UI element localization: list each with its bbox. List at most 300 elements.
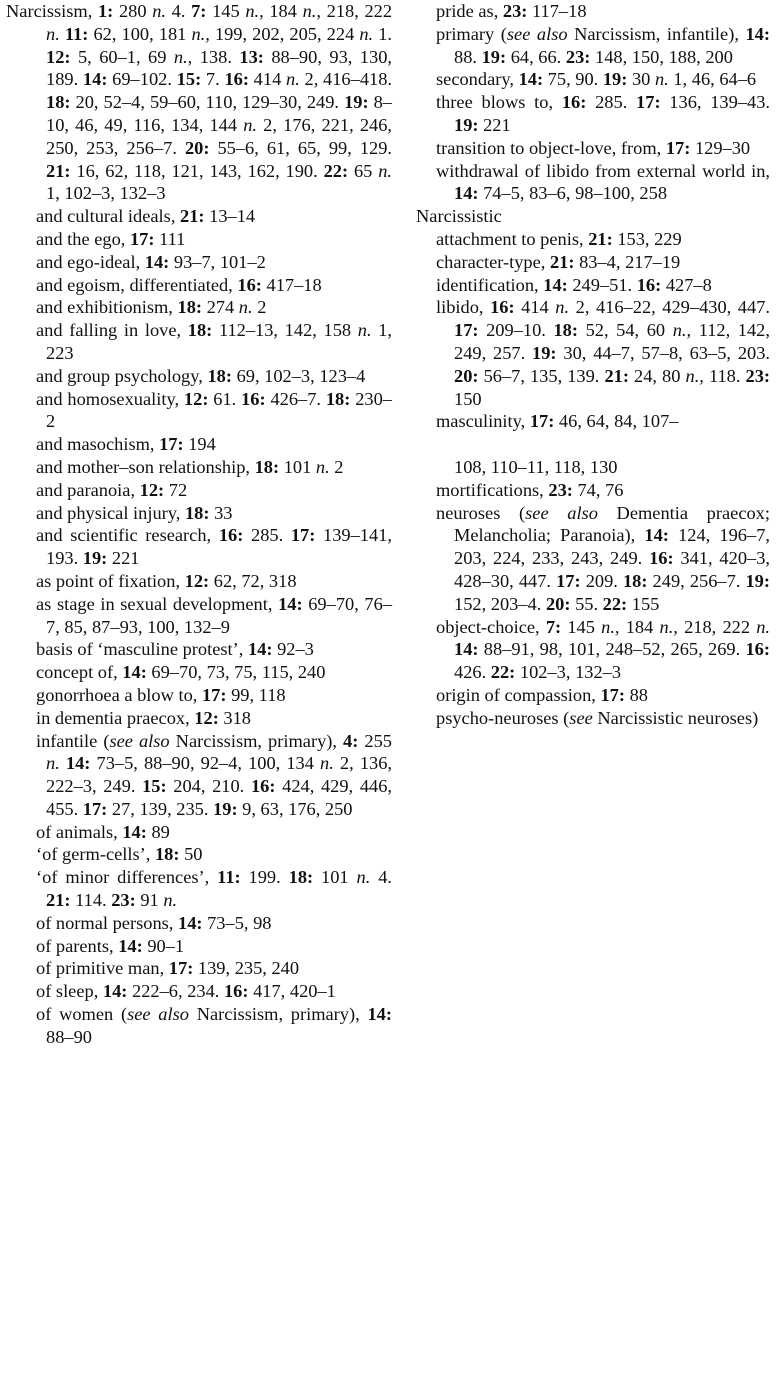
volume-number: 16:	[237, 274, 262, 295]
volume-number: 14:	[122, 662, 147, 683]
entry-text: 4.	[370, 867, 392, 888]
volume-number: 14:	[278, 593, 303, 614]
entry-text: 24, 80	[628, 365, 686, 386]
volume-number: 1:	[97, 1, 114, 21]
index-subentry	[0, 661, 392, 684]
volume-number: 17:	[600, 684, 625, 705]
italic-text: n.,	[245, 1, 264, 21]
entry-text: as point of fixation,	[36, 570, 185, 591]
entry-text: 114.	[70, 890, 112, 911]
entry-text: primary (	[436, 23, 507, 44]
entry-text: 20, 52–4, 59–60, 110, 129–30, 249.	[70, 92, 345, 113]
italic-text: n.	[654, 69, 669, 90]
entry-text: 249–51.	[567, 274, 637, 295]
entry-text: 30	[627, 69, 655, 90]
entry-text: Narcissistic neuroses)	[592, 707, 759, 728]
volume-number: 18:	[187, 320, 213, 341]
volume-number: 16:	[241, 388, 266, 409]
volume-number: 21:	[46, 890, 71, 911]
entry-text: 341, 420–3, 428–30, 447.	[454, 548, 771, 591]
volume-number: 19:	[454, 114, 479, 135]
index-heading	[0, 0, 392, 205]
entry-text: 148, 150, 188, 200	[590, 46, 733, 67]
index-subentry	[0, 524, 392, 570]
entry-text: 222–6, 234.	[127, 981, 224, 1002]
volume-number: 14:	[118, 935, 143, 956]
entry-text: 155	[627, 593, 660, 614]
italic-text: n.	[356, 867, 371, 888]
entry-text: 69–70, 76–7, 85, 87–93, 100, 132–9	[46, 593, 393, 637]
entry-text: 124, 196–7, 203, 224, 233, 243, 249.	[454, 525, 770, 569]
entry-text: 2	[252, 297, 267, 318]
entry-text: basis of ‘masculine protest’,	[36, 639, 248, 660]
entry-text: 150	[454, 388, 482, 409]
entry-text: psycho-neuroses (	[436, 707, 570, 728]
entry-text: character-type,	[436, 251, 550, 272]
italic-text: n.,	[191, 23, 210, 44]
entry-text: and homosexuality,	[36, 388, 184, 409]
entry-text: ‘of minor differences’,	[36, 867, 218, 888]
entry-text: origin of compassion,	[436, 684, 601, 705]
italic-text: n.,	[659, 616, 678, 637]
index-subentry	[412, 707, 770, 730]
volume-number: 19:	[481, 46, 507, 67]
italic-text: n.	[357, 320, 372, 341]
entry-text: 91	[135, 890, 164, 911]
volume-number: 18:	[553, 320, 578, 341]
entry-text: as stage in sexual development,	[36, 593, 279, 614]
index-subentry	[0, 707, 392, 730]
index-subentry	[0, 365, 392, 388]
entry-text: 184	[619, 616, 660, 637]
index-subentry	[0, 935, 392, 958]
italic-text: n.	[163, 890, 178, 911]
entry-text: masculinity,	[436, 411, 530, 432]
entry-text: 1, 223	[46, 320, 393, 363]
entry-text: 129–30	[690, 137, 751, 158]
entry-text: 230–2	[46, 388, 392, 432]
italic-text: n.	[286, 69, 300, 90]
entry-text: 424, 429, 446, 455.	[46, 776, 392, 819]
volume-number: 12:	[46, 46, 71, 67]
entry-text: 55–6, 61, 65, 99, 129.	[209, 137, 393, 158]
entry-text: 249, 256–7.	[647, 570, 746, 591]
entry-text: 88–90, 93, 130, 189.	[46, 46, 392, 90]
entry-text: 69–70, 73, 75, 115, 240	[146, 662, 326, 683]
italic-text: n.,	[302, 1, 321, 21]
index-subentry	[412, 228, 770, 251]
entry-text: 5, 60–1, 69	[70, 46, 174, 67]
entry-text: attachment to penis,	[436, 228, 589, 249]
volume-number: 14:	[518, 69, 544, 90]
volume-number: 14:	[454, 183, 479, 204]
entry-text: 139, 235, 240	[193, 958, 300, 979]
index-subentry	[0, 570, 392, 593]
entry-text: 13–14	[204, 206, 256, 227]
index-subentry	[0, 433, 392, 456]
index-subentry	[0, 228, 392, 251]
entry-text: 136, 139–43.	[660, 92, 771, 113]
entry-text: 153, 229	[612, 228, 682, 249]
entry-text: mortifications,	[436, 479, 549, 500]
volume-number: 18:	[207, 365, 232, 386]
italic-text: n.,	[685, 365, 704, 386]
volume-number: 16:	[649, 548, 674, 569]
volume-number: 16:	[636, 274, 662, 295]
index-subentry	[412, 410, 770, 433]
entry-text: concept of,	[36, 662, 123, 683]
entry-text: 7.	[201, 69, 225, 90]
entry-text: 2, 176, 221, 246, 250, 253, 256–7.	[46, 114, 393, 158]
volume-number: 21:	[588, 228, 613, 249]
italic-text: see also	[506, 23, 568, 44]
volume-number: 16:	[224, 69, 249, 90]
entry-text: 218, 222	[320, 1, 393, 21]
volume-number: 14:	[82, 69, 108, 90]
entry-text: of parents,	[36, 935, 119, 956]
volume-number: 22:	[490, 662, 516, 683]
index-subentry	[412, 68, 770, 91]
entry-text: 139–141, 193.	[46, 525, 392, 569]
volume-number: 12:	[184, 570, 210, 591]
entry-text: 88–91, 98, 101, 248–52, 265, 269.	[478, 639, 746, 660]
entry-text: 318	[218, 707, 251, 728]
entry-text: 30, 44–7, 57–8, 63–5, 203.	[556, 342, 771, 363]
italic-text: n.	[359, 23, 374, 44]
italic-text: n.	[238, 297, 253, 318]
entry-text: 209–10.	[478, 320, 554, 341]
entry-text: secondary,	[436, 69, 519, 90]
entry-text: 1, 102–3, 132–3	[46, 183, 166, 204]
volume-number: 21:	[604, 365, 629, 386]
index-subentry	[0, 866, 392, 912]
volume-number: 17:	[665, 137, 691, 158]
index-column-right	[412, 0, 770, 730]
entry-text: 90–1	[142, 935, 185, 956]
volume-number: 17:	[454, 320, 479, 341]
italic-text: n.	[378, 160, 392, 181]
volume-number: 14:	[644, 525, 669, 546]
italic-text: n.	[152, 1, 166, 21]
volume-number: 14:	[102, 981, 128, 1002]
index-subentry	[0, 319, 392, 365]
volume-number: 14:	[65, 753, 91, 774]
volume-number: 18:	[154, 844, 180, 865]
entry-text: and scientific research,	[36, 525, 219, 546]
entry-text: 69, 102–3, 123–4	[231, 365, 366, 386]
italic-text: n.	[243, 114, 258, 135]
volume-number: 14:	[543, 274, 568, 295]
volume-number: 17:	[290, 525, 316, 546]
entry-text: 2, 416–22, 429–430, 447.	[569, 297, 770, 318]
italic-text: n.,	[601, 616, 620, 637]
index-subentry	[412, 479, 770, 502]
entry-text: 62, 100, 181	[88, 23, 192, 44]
entry-text: 152, 203–4.	[454, 593, 546, 614]
volume-number: 17:	[529, 411, 555, 432]
index-subentry	[0, 205, 392, 228]
entry-text: 414	[248, 69, 286, 90]
volume-number: 18:	[325, 388, 351, 409]
entry-text: 417, 420–1	[248, 981, 336, 1002]
entry-text: infantile (	[36, 730, 110, 751]
entry-text: 209.	[580, 570, 623, 591]
entry-text: in dementia praecox,	[36, 707, 195, 728]
volume-number: 21:	[549, 251, 575, 272]
volume-number: 23:	[745, 365, 771, 386]
entry-text: 69–102.	[107, 69, 177, 90]
entry-text: 101	[279, 456, 316, 477]
entry-text: Narcissism, infantile),	[567, 23, 746, 44]
entry-text: 50	[179, 844, 203, 865]
volume-number: 12:	[139, 479, 165, 500]
entry-text: of sleep,	[36, 981, 103, 1002]
entry-text: 118.	[703, 365, 746, 386]
volume-number: 18:	[177, 297, 203, 318]
entry-text: 65	[348, 160, 379, 181]
entry-text: transition to object-love, from,	[436, 137, 666, 158]
entry-text: 112–13, 142, 158	[212, 320, 358, 341]
index-subentry	[0, 251, 392, 274]
entry-text: 285.	[586, 92, 637, 113]
entry-text: Narcissism, primary),	[169, 730, 344, 751]
entry-text: three blows to,	[436, 92, 562, 113]
volume-number: 20:	[184, 137, 210, 158]
entry-text: 75, 90.	[543, 69, 603, 90]
entry-text: 426.	[454, 662, 491, 683]
volume-number: 16:	[561, 92, 587, 113]
entry-text: 16, 62, 118, 121, 143, 162, 190.	[70, 160, 324, 181]
volume-number: 18:	[254, 456, 280, 477]
entry-text: 117–18	[527, 1, 587, 21]
index-subentry	[0, 296, 392, 319]
entry-text: 61.	[208, 388, 242, 409]
volume-number: 16:	[745, 639, 770, 660]
entry-text: of animals,	[36, 821, 123, 842]
volume-number: 16:	[490, 297, 515, 318]
entry-text: gonorrhoea a blow to,	[36, 684, 202, 705]
volume-number: 17:	[129, 228, 155, 249]
entry-text: 2, 136, 222–3, 249.	[46, 753, 392, 797]
entry-text: 8–10, 46, 49, 116, 134, 144	[46, 92, 392, 135]
entry-text: 414	[514, 297, 556, 318]
entry-text: 204, 210.	[166, 776, 251, 797]
entry-text: 145	[561, 616, 602, 637]
italic-text: see	[569, 707, 593, 728]
volume-number: 17:	[556, 570, 581, 591]
volume-number: 21:	[180, 206, 205, 227]
volume-number: 15:	[142, 776, 167, 797]
entry-text: 280	[113, 1, 153, 21]
entry-text: and physical injury,	[36, 502, 185, 523]
entry-text: libido,	[436, 297, 491, 318]
entry-text: 83–4, 217–19	[574, 251, 681, 272]
volume-number: 17:	[201, 684, 227, 705]
entry-text: 55.	[570, 593, 603, 614]
volume-number: 7:	[191, 1, 207, 21]
volume-number: 7:	[545, 616, 562, 637]
index-subentry	[412, 616, 770, 684]
index-subentry	[0, 821, 392, 844]
index-subentry	[0, 593, 392, 639]
entry-text: 218, 222	[677, 616, 757, 637]
volume-number: 19:	[602, 69, 628, 90]
volume-number: 18:	[46, 92, 71, 113]
entry-text: 102–3, 132–3	[515, 662, 622, 683]
volume-number: 11:	[64, 23, 89, 44]
volume-number: 14:	[144, 251, 170, 272]
entry-text: 101	[313, 867, 357, 888]
entry-text: 89	[146, 821, 170, 842]
index-subentry	[412, 137, 770, 160]
entry-text: 72	[164, 479, 188, 500]
volume-number: 19:	[82, 548, 108, 569]
entry-text: 4.	[166, 1, 192, 21]
volume-number: 18:	[288, 867, 314, 888]
entry-text: 199.	[240, 867, 289, 888]
index-subentry	[0, 843, 392, 866]
italic-text: n.,	[173, 46, 193, 67]
entry-text: 93–7, 101–2	[169, 251, 266, 272]
italic-text: n.	[320, 753, 334, 774]
entry-text: 194	[183, 434, 216, 455]
entry-text: and mother–son relationship,	[36, 456, 255, 477]
entry-text: 99, 118	[226, 684, 286, 705]
index-column-left	[0, 0, 392, 1049]
index-subentry	[412, 502, 770, 616]
entry-text: 2	[329, 456, 344, 477]
entry-text: and group psychology,	[36, 365, 208, 386]
italic-text: n.	[46, 753, 60, 774]
index-subentry	[0, 1003, 392, 1049]
entry-text: 417–18	[261, 274, 322, 295]
entry-text: 52, 54, 60	[577, 320, 673, 341]
entry-text: Narcissism,	[6, 1, 98, 21]
volume-number: 12:	[194, 707, 219, 728]
index-heading	[412, 205, 770, 228]
entry-text: 145	[206, 1, 246, 21]
index-subentry	[412, 0, 770, 23]
italic-text: n.	[315, 456, 330, 477]
entry-text: 56–7, 135, 139.	[478, 365, 605, 386]
volume-number: 15:	[176, 69, 202, 90]
entry-text: 2, 416–418.	[299, 69, 393, 90]
italic-text: n.,	[672, 320, 692, 341]
index-subentry	[0, 479, 392, 502]
entry-text: 62, 72, 318	[209, 570, 297, 591]
entry-text: and exhibitionism,	[36, 297, 178, 318]
volume-number: 18:	[622, 570, 648, 591]
entry-text: pride as,	[436, 1, 503, 21]
entry-text: and the ego,	[36, 228, 130, 249]
index-subentry	[412, 251, 770, 274]
index-subentry	[0, 730, 392, 821]
volume-number: 19:	[344, 92, 369, 113]
entry-text: of normal persons,	[36, 912, 178, 933]
volume-number: 23:	[111, 890, 136, 911]
index-subentry	[0, 502, 392, 525]
italic-text: see also	[525, 502, 598, 523]
index-subentry	[0, 957, 392, 980]
volume-number: 11:	[217, 867, 241, 888]
entry-text: 221	[478, 114, 511, 135]
entry-text: 74–5, 83–6, 98–100, 258	[478, 183, 668, 204]
volume-number: 22:	[323, 160, 349, 181]
volume-number: 4:	[343, 730, 359, 751]
index-subentry	[0, 980, 392, 1003]
index-subentry	[0, 912, 392, 935]
entry-text: 73–5, 98	[202, 912, 272, 933]
entry-text: and egoism, differentiated,	[36, 274, 238, 295]
italic-text: n.	[756, 616, 771, 637]
volume-number: 17:	[159, 434, 184, 455]
index-subentry	[0, 388, 392, 434]
volume-number: 13:	[239, 46, 264, 67]
entry-text: 199, 202, 205, 224	[209, 23, 360, 44]
volume-number: 12:	[183, 388, 209, 409]
entry-text: 88.	[454, 46, 482, 67]
entry-text: 1.	[373, 23, 393, 44]
volume-number: 14:	[247, 639, 273, 660]
index-subentry	[0, 274, 392, 297]
volume-number: 14:	[122, 821, 147, 842]
volume-number: 23:	[502, 1, 528, 21]
volume-number: 18:	[184, 502, 210, 523]
italic-text: see also	[127, 1004, 189, 1025]
entry-text: 285.	[243, 525, 291, 546]
italic-text: see also	[109, 730, 170, 751]
volume-number: 14:	[367, 1004, 392, 1025]
entry-text: of primitive man,	[36, 958, 169, 979]
entry-text: identification,	[436, 274, 544, 295]
entry-text: 112, 142, 249, 257.	[454, 320, 770, 363]
entry-text: 64, 66.	[506, 46, 566, 67]
entry-text: and masochism,	[36, 434, 160, 455]
entry-text: 255	[358, 730, 392, 751]
index-subentry	[412, 23, 770, 69]
entry-text: 138.	[192, 46, 240, 67]
volume-number: 19:	[213, 798, 238, 819]
volume-number: 20:	[454, 365, 479, 386]
entry-text: neuroses (	[436, 502, 526, 523]
entry-text: Narcissistic	[416, 206, 502, 227]
entry-text: 46, 64, 84, 107–	[554, 411, 679, 432]
entry-text: ‘of germ-cells’,	[36, 844, 155, 865]
volume-number: 16:	[218, 525, 244, 546]
index-subentry	[0, 638, 392, 661]
italic-text: n.	[555, 297, 570, 318]
entry-text: 27, 139, 235.	[107, 798, 214, 819]
volume-number: 20:	[545, 593, 571, 614]
volume-number: 21:	[46, 160, 71, 181]
entry-text: 73–5, 88–90, 92–4, 100, 134	[90, 753, 321, 774]
index-subentry	[412, 456, 770, 479]
volume-number: 19:	[745, 570, 770, 591]
index-subentry	[412, 274, 770, 297]
index-subentry	[412, 296, 770, 410]
entry-text: 33	[209, 502, 233, 523]
volume-number: 22:	[602, 593, 628, 614]
entry-text: 426–7.	[265, 388, 326, 409]
entry-text: object-choice,	[436, 616, 546, 637]
column-break-gap	[412, 433, 770, 456]
volume-number: 14:	[454, 639, 479, 660]
entry-text: Dementia praecox; Melancholia; Paranoia),	[454, 502, 770, 546]
volume-number: 17:	[636, 92, 661, 113]
index-subentry	[412, 684, 770, 707]
entry-text: 88	[625, 684, 648, 705]
volume-number: 16:	[250, 776, 276, 797]
